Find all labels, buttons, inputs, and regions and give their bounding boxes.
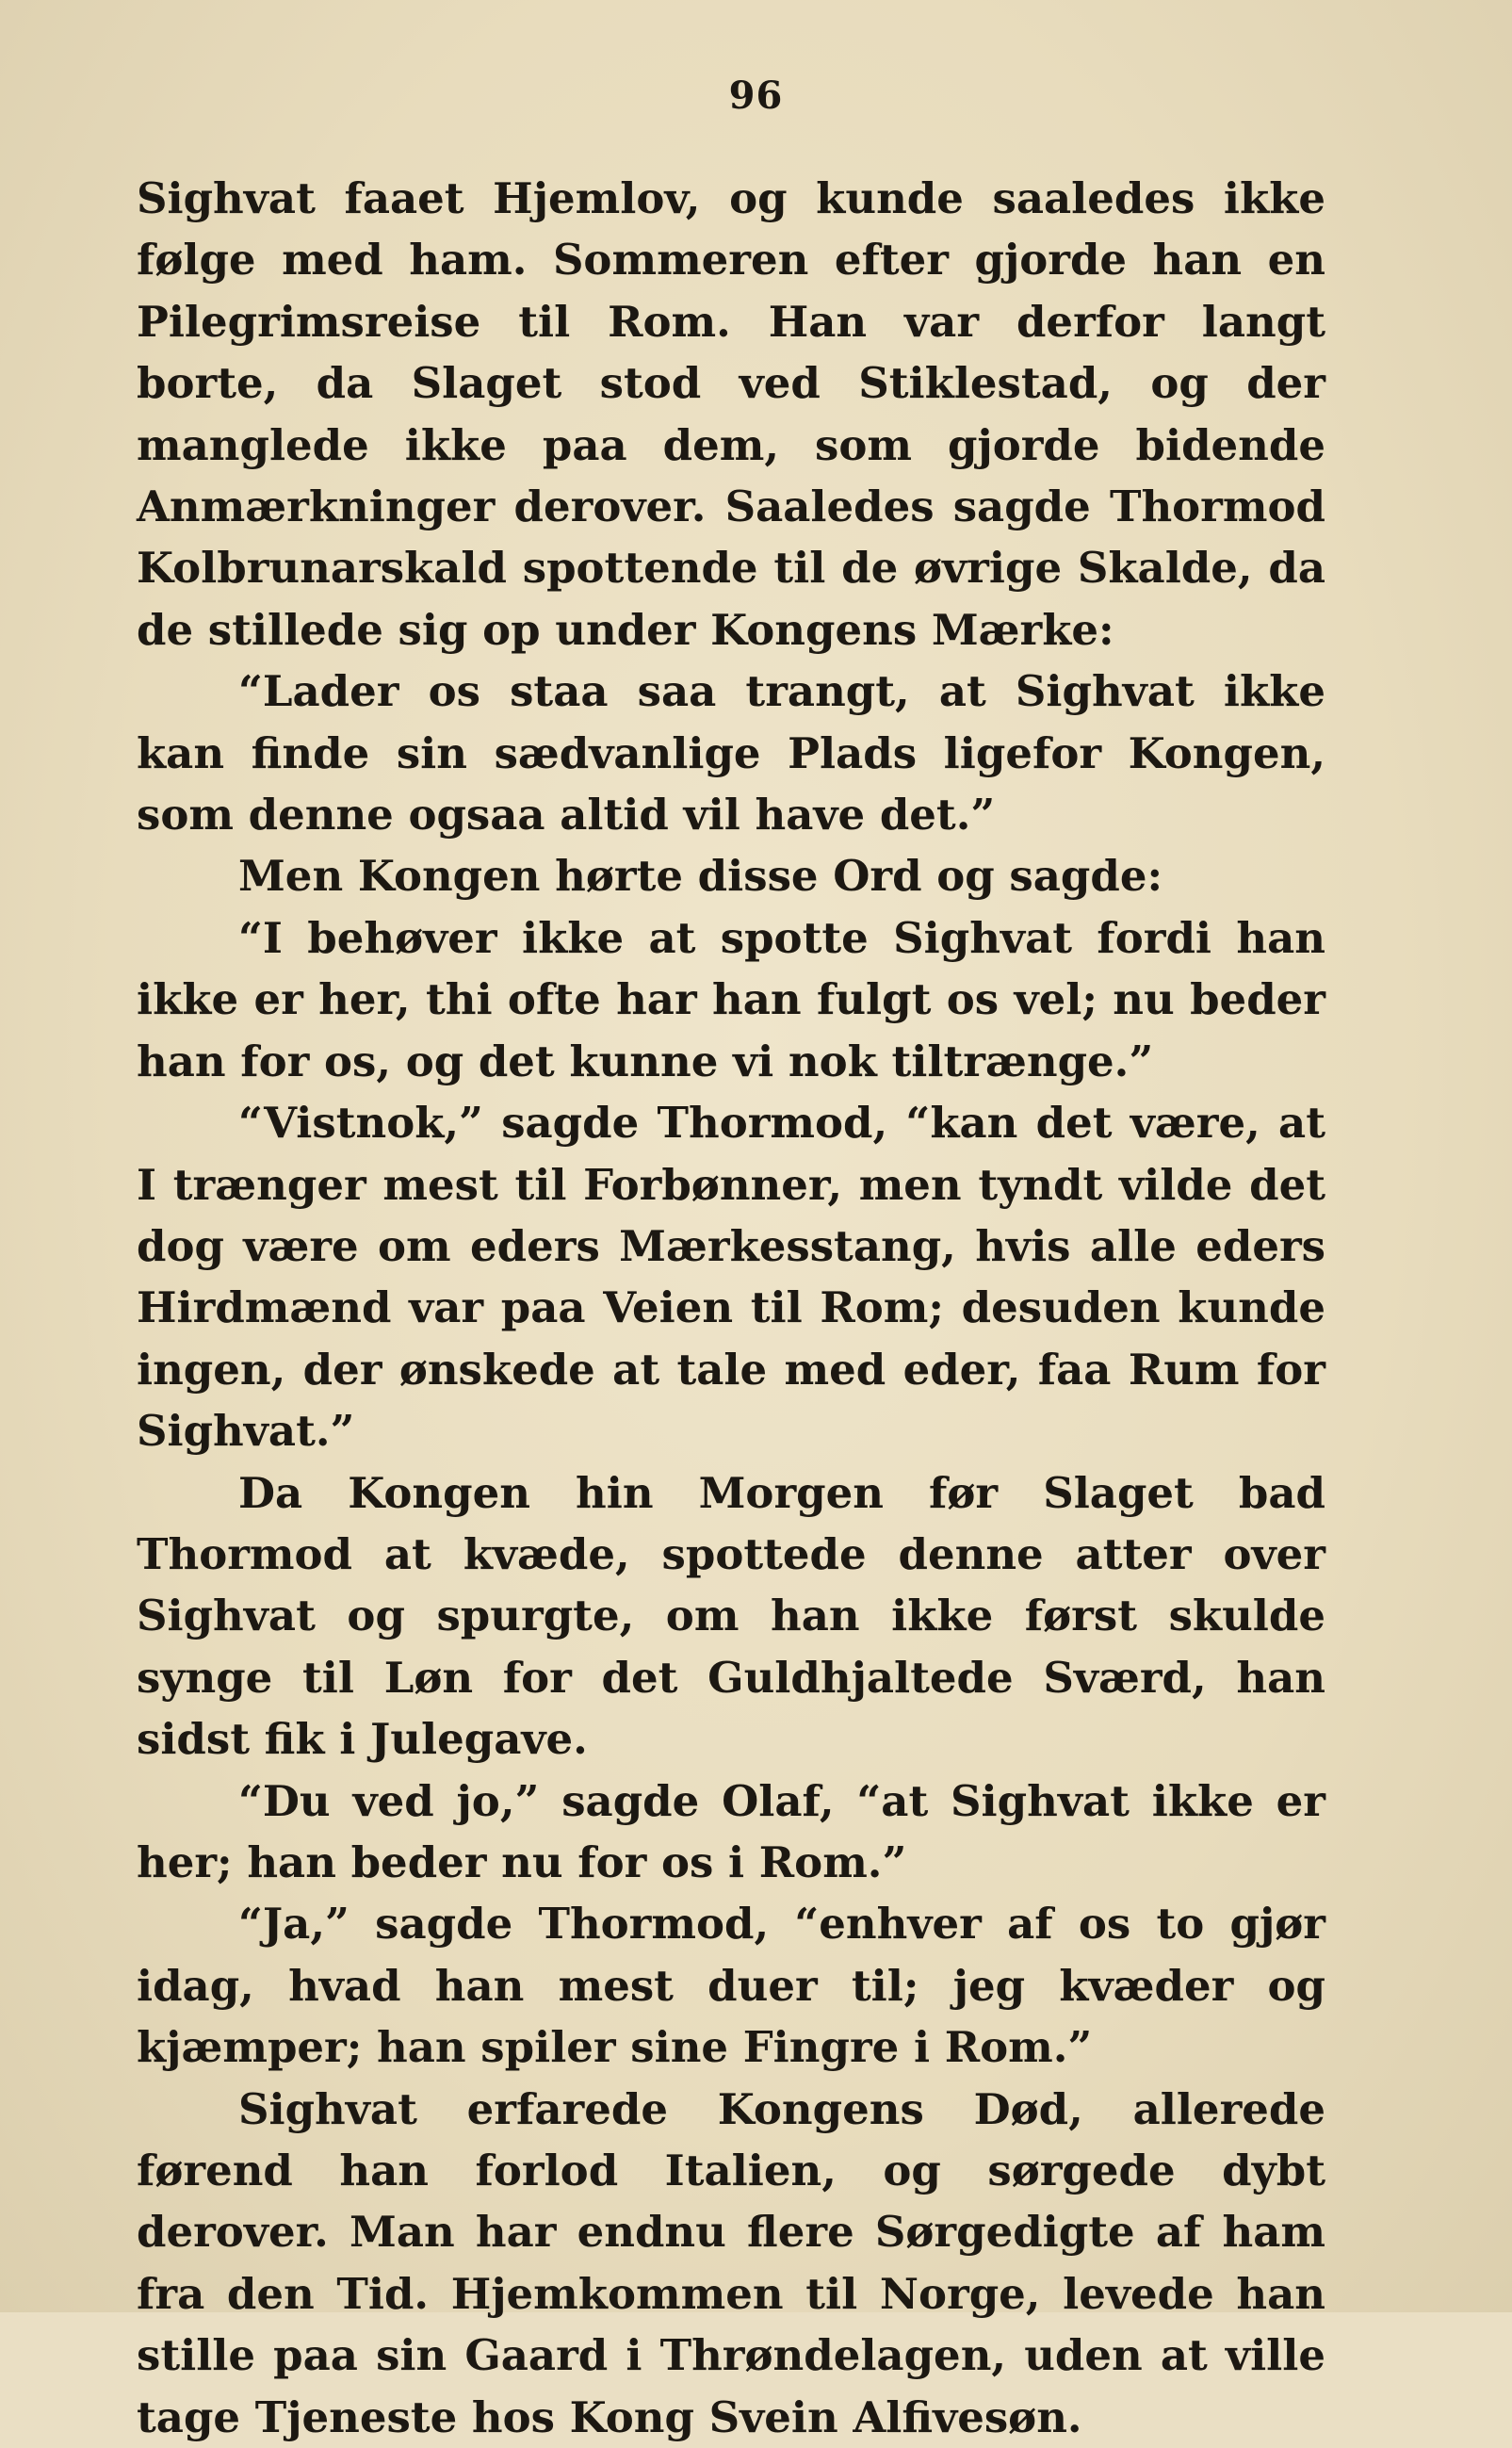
paragraph: “Ja,” sagde Thormod, “enhver af os to gjør idag, hvad han mest duer til; jeg kvæder og kjæmper; han spiler sine Fingre i Rom.” [137, 1899, 1325, 2073]
paragraph: Sighvat faaet Hjemlov, og kunde saaledes ikke følge med ham. Sommeren efter gjorde han en Pilegrimsreise til Rom. Han var derfor langt borte, da Slaget stod ved Stiklestad, og der manglede ikke paa dem, som gjorde bidende Anmærkninger derover. Saaledes sagde Thormod Kolbrunarskald spottende til de øvrige Skalde, da de stillede sig op under Kongens Mærke: [137, 173, 1325, 655]
page-number: 96 [728, 73, 784, 118]
paragraph: Sighvat erfarede Kongens Død, allerede førend han forlod Italien, og sørgede dybt derover. Man har endnu flere Sørgedigte af ham fra den Tid. Hjemkommen til Norge, levede han stille paa sin Gaard i Thrøndelagen, uden at ville tage Tjeneste hos Kong Svein Alfivesøn. [137, 2083, 1325, 2442]
paragraph: “Du ved jo,” sagde Olaf, “at Sighvat ikke er her; han beder nu for os i Rom.” [137, 1775, 1325, 1887]
paragraph: “Vistnok,” sagde Thormod, “kan det være, at I trænger mest til Forbønner, men tyndt vilde det dog være om eders Mærkesstang, hvis alle eders Hirdmænd var paa Veien til Rom; desuden kunde ingen, der ønskede at tale med eder, faa Rum for Sighvat.” [137, 1098, 1325, 1457]
paragraph: “I behøver ikke at spotte Sighvat fordi han ikke er her, thi ofte har han fulgt os vel; nu beder han for os, og det kunne vi nok tiltrænge.” [137, 912, 1325, 1086]
body-text [137, 168, 1325, 2448]
paragraph: Men Kongen hørte disse Ord og sagde: [238, 851, 1163, 902]
paragraph: Da Kongen hin Morgen før Slaget bad Thormod at kvæde, spottede denne atter over Sighvat og spurgte, om han ikke først skulde synge til Løn for det Guldhjaltede Sværd, han sidst fik i Julegave. [137, 1467, 1325, 1765]
paragraph: “Lader os staa saa trangt, at Sighvat ikke kan finde sin sædvanlige Plads ligefor Kongen, som denne ogsaa altid vil have det.” [137, 666, 1325, 840]
